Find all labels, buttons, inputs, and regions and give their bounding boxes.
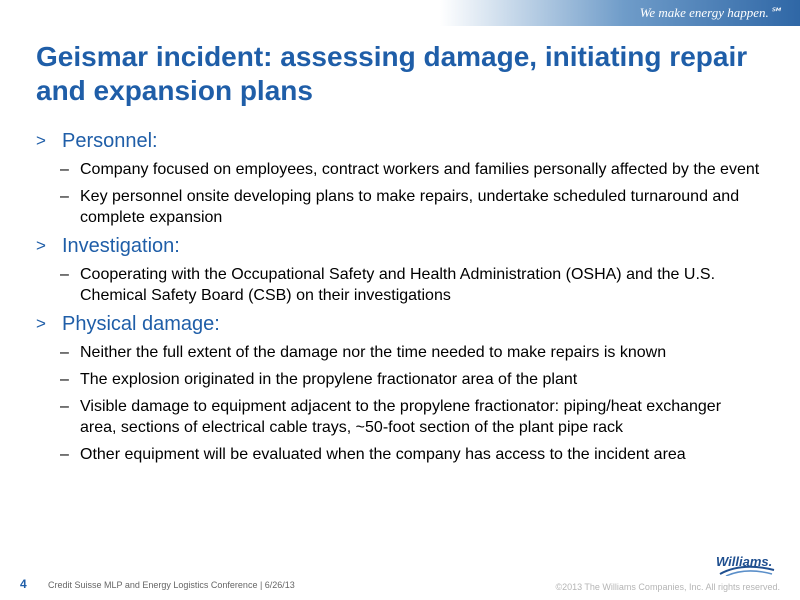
- page-number: 4: [20, 577, 27, 591]
- bullet-text: The explosion originated in the propylene fractionator area of the plant: [80, 371, 578, 388]
- bullet-text: Neither the full extent of the damage nor the time needed to make repairs is known: [80, 344, 667, 361]
- level2-marker: –: [60, 161, 69, 178]
- bullet-item: [60, 369, 776, 390]
- bullet-item: [60, 264, 776, 306]
- level1-marker: >: [36, 236, 46, 255]
- bullet-text: Visible damage to equipment adjacent to the propylene fractionator: piping/heat exchanger area, sections of electrical cable trays, ~50-foot section of the plant pipe rack: [80, 398, 722, 436]
- level2-marker: –: [60, 188, 69, 205]
- level1-marker: >: [36, 131, 46, 150]
- slide-content: [36, 129, 776, 471]
- level2-marker: –: [60, 371, 69, 388]
- bullet-text: Cooperating with the Occupational Safety and Health Administration (OSHA) and the U.S. Chemical Safety Board (CSB) on their investigations: [80, 266, 716, 304]
- bullet-item: [60, 396, 776, 438]
- logo-text: Williams.: [716, 554, 773, 569]
- section-investigation: [36, 234, 776, 258]
- bullet-text: Key personnel onsite developing plans to make repairs, undertake scheduled turnaround and complete expansion: [80, 188, 740, 226]
- section-heading: Physical damage:: [62, 313, 220, 335]
- bullet-item: [60, 444, 776, 465]
- section-heading: Personnel:: [62, 130, 158, 152]
- section-personnel: [36, 129, 776, 153]
- bullet-text: Company focused on employees, contract workers and families personally affected by the event: [80, 161, 760, 178]
- footer-copyright: ©2013 The Williams Companies, Inc. All rights reserved.: [555, 582, 780, 592]
- williams-logo: [716, 552, 776, 576]
- footer-conference: Credit Suisse MLP and Energy Logistics Conference | 6/26/13: [48, 580, 295, 590]
- level2-marker: –: [60, 398, 69, 415]
- level2-marker: –: [60, 344, 69, 361]
- tagline: We make energy happen.℠: [639, 5, 782, 20]
- slide-title: Geismar incident: assessing damage, initiating repair and expansion plans: [36, 41, 748, 106]
- level2-marker: –: [60, 446, 69, 463]
- header-bar: [0, 0, 800, 26]
- bullet-item: [60, 186, 776, 228]
- bullet-text: Other equipment will be evaluated when the company has access to the incident area: [80, 446, 686, 463]
- bullet-item: [60, 159, 776, 180]
- level1-marker: >: [36, 314, 46, 333]
- bullet-item: [60, 342, 776, 363]
- section-heading: Investigation:: [62, 235, 180, 257]
- section-physical-damage: [36, 312, 776, 336]
- level2-marker: –: [60, 266, 69, 283]
